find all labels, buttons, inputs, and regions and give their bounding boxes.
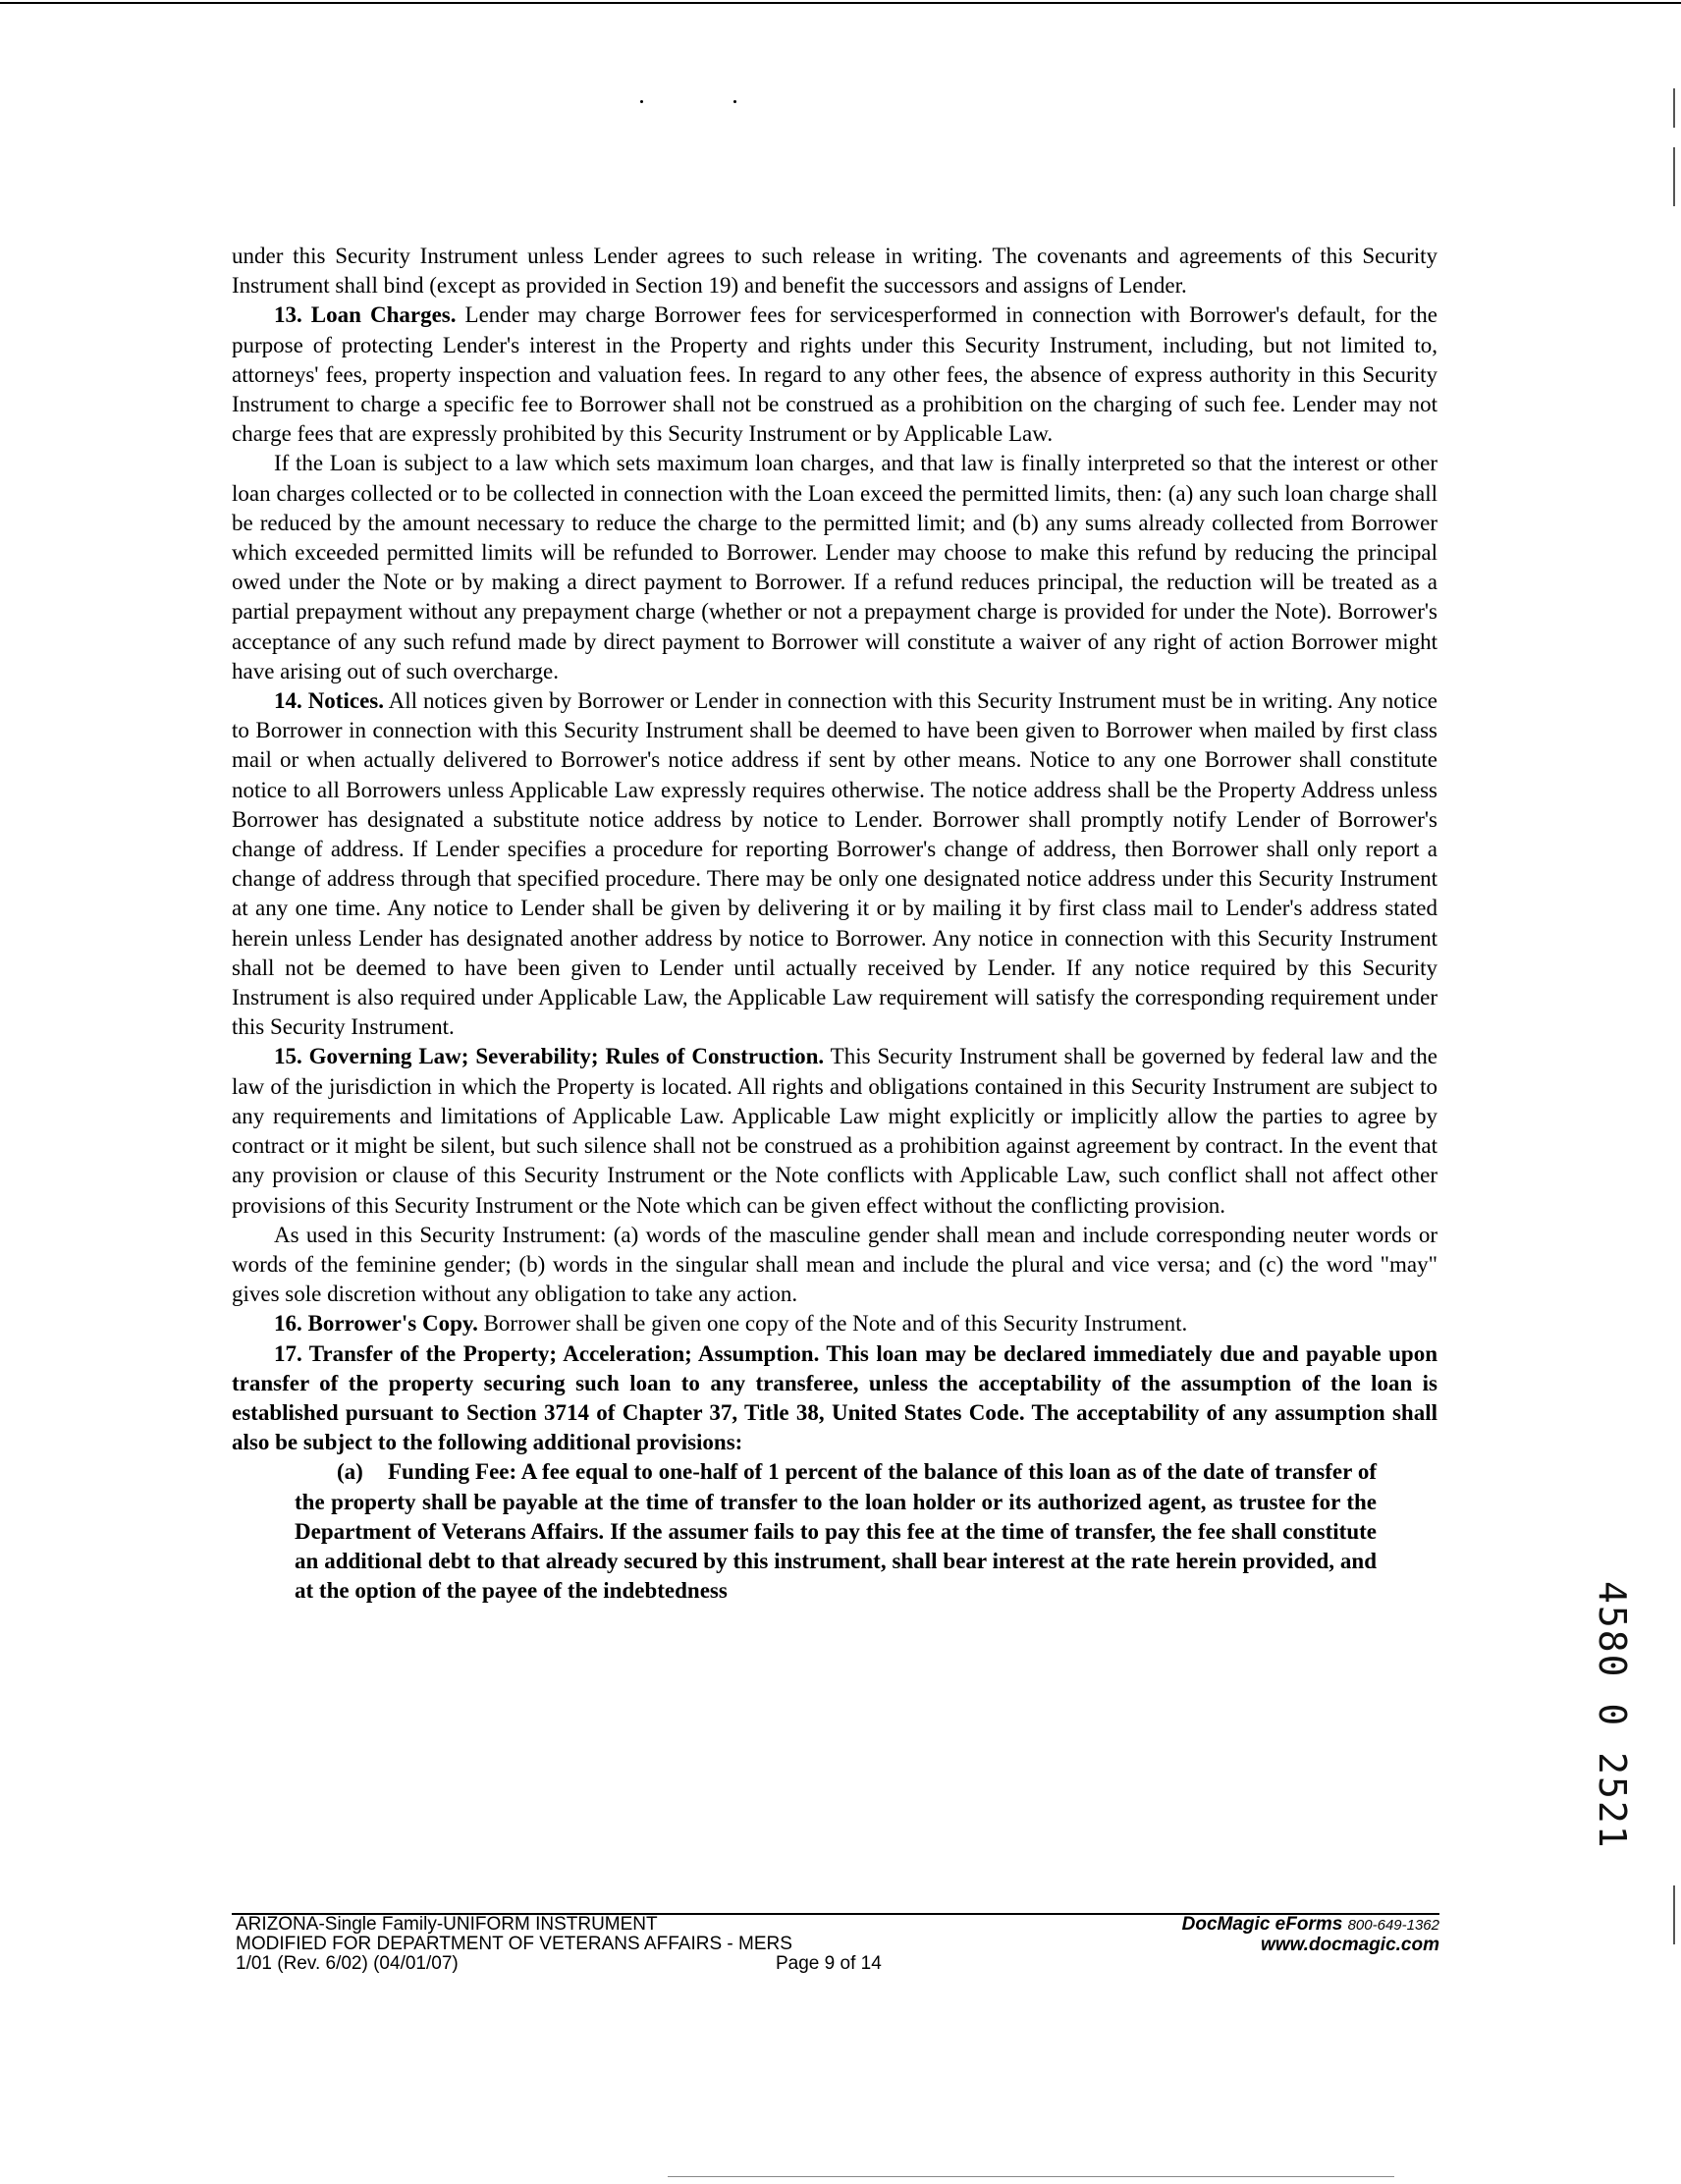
section-15-paragraph-2: As used in this Security Instrument: (a) words of the masculine gender shall mean and include corresponding neuter words or words of the feminine gender; (b) words in the singular shall mean and include the plural and vice versa; and (c) the word "may" gives sole discretion without any obligation to take any action.: [232, 1222, 1437, 1307]
footer-vendor: [1182, 1915, 1439, 1955]
document-body: [232, 242, 1437, 1606]
section-17: 17. Transfer of the Property; Acceleration; Assumption. This loan may be declared immediately due and payable upon transfer of the property securing such loan to any transferee, unless the acceptability of the assumption of the loan is established pursuant to Section 3714 of Chapter 37, Title 38, United States Code. The acceptability of any assumption shall also be subject to the following additional provisions:: [232, 1340, 1437, 1455]
section-15-text: This Security Instrument shall be governed by federal law and the law of the jurisdiction in which the Property is located. All rights and obligations contained in this Security Instrument are subject to any requirements and limitations of Applicable Law. Applicable Law might explicitly or implicitly allow the parties to agree by contract or it might be silent, but such silence shall not be construed as a prohibition against agreement by contract. In the event that any provision or clause of this Security Instrument or the Note conflicts with Applicable Law, such conflict shall not affect other provisions of this Security Instrument or the Note which can be given effect without the conflicting provision.: [232, 1044, 1437, 1218]
bottom-scan-edge: [668, 2176, 1394, 2177]
vendor-website: www.docmagic.com: [1261, 1935, 1439, 1955]
section-13: [232, 300, 1437, 449]
vendor-brand: DocMagic eForms: [1181, 1914, 1343, 1935]
section-14-text: All notices given by Borrower or Lender in connection with this Security Instrument must be in writing. Any notice to Borrower in connection with this Security Instrument shall be deemed to have been given to Borrower when mailed by first class mail or when actually delivered to Borrower's notice address if sent by other means. Notice to any one Borrower shall constitute notice to all Borrowers unless Applicable Law expressly requires otherwise. The notice address shall be the Property Address unless Borrower has designated a substitute notice address by notice to Lender. Borrower shall promptly notify Lender of Borrower's change of address. If Lender specifies a procedure for reporting Borrower's change of address, then Borrower shall only report a change of address through that specified procedure. There may be only one designated notice address under this Security Instrument at any one time. Any notice to Lender shall be given by delivering it or by mailing it by first class mail to Lender's address stated herein unless Lender has designated another address by notice to Borrower. Any notice in connection with this Security Instrument shall not be deemed to have been given to Lender until actually received by Lender. If any notice required by this Security Instrument is also required under Applicable Law, the Applicable Law requirement will satisfy the corresponding requirement under this Security Instrument.: [232, 688, 1438, 1040]
section-16-heading: 16. Borrower's Copy.: [274, 1311, 478, 1337]
footer-line-1: ARIZONA-Single Family-UNIFORM INSTRUMENT: [236, 1914, 658, 1935]
section-13-heading: 13. Loan Charges.: [274, 302, 457, 328]
top-scan-edge: [0, 2, 1681, 4]
section-17a-text: Funding Fee: A fee equal to one-half of 1 percent of the balance of this loan as of the date of transfer of the property shall be payable at the time of transfer to the loan holder or its authorized agent, as trustee for the Department of Veterans Affairs. If the assumer fails to pay this fee at the time of transfer, the fee shall constitute an additional debt to that already secured by this instrument, shall bear interest at the rate herein provided, and at the option of the payee of the indebtedness: [295, 1459, 1377, 1604]
section-15-heading: 15. Governing Law; Severability; Rules of Construction.: [274, 1044, 825, 1069]
section-17a: [232, 1457, 1437, 1606]
section-16: [232, 1309, 1437, 1338]
document-number-stamp: [1589, 1581, 1636, 1850]
footer-line-2: MODIFIED FOR DEPARTMENT OF VETERANS AFFAIRS - MERS: [236, 1934, 792, 1954]
vendor-line: [1182, 1915, 1439, 1936]
section-15: [232, 1042, 1437, 1220]
scan-edge-mark: [1673, 1885, 1675, 1944]
section-13-text: Lender may charge Borrower fees for servicesperformed in connection with Borrower's default, for the purpose of protecting Lender's interest in the Property and rights under this Security Instrument, including, but not limited to, attorneys' fees, property inspection and valuation fees. In regard to any other fees, the absence of express authority in this Security Instrument to charge a specific fee to Borrower shall not be construed as a prohibition on the charging of such fee. Lender may not charge fees that are expressly prohibited by this Security Instrument or by Applicable Law.: [232, 302, 1437, 447]
section-13-paragraph-2: If the Loan is subject to a law which sets maximum loan charges, and that law is finally interpreted so that the interest or other loan charges collected or to be collected in connection with the Loan exceed the permitted limits, then: (a) any such loan charge shall be reduced by the amount necessary to reduce the charge to the permitted limit; and (b) any sums already collected from Borrower which exceeded permitted limits will be refunded to Borrower. Lender may choose to make this refund by reducing the principal owed under the Note or by making a direct payment to Borrower. If a refund reduces principal, the reduction will be treated as a partial prepayment without any prepayment charge (whether or not a prepayment charge is provided for under the Note). Borrower's acceptance of any such refund made by direct payment to Borrower will constitute a waiver of any right of action Borrower might have arising out of such overcharge.: [232, 451, 1437, 683]
scan-artifact: [640, 100, 643, 103]
page-number: Page 9 of 14: [776, 1953, 882, 1974]
section-14: [232, 686, 1437, 1042]
section-16-text: Borrower shall be given one copy of the Note and of this Security Instrument.: [477, 1311, 1188, 1337]
scan-artifact: [733, 100, 736, 103]
vendor-phone: 800-649-1362: [1347, 1917, 1439, 1934]
stamp-text: 4580 0 2521: [1591, 1581, 1634, 1850]
section-14-heading: 14. Notices.: [274, 688, 384, 714]
footer-form-info: [236, 1915, 792, 1974]
scan-edge-mark: [1673, 88, 1675, 128]
footer-line-3: 1/01 (Rev. 6/02) (04/01/07): [236, 1953, 459, 1974]
paragraph-continuation: under this Security Instrument unless Lender agrees to such release in writing. The covenants and agreements of this Security Instrument shall bind (except as provided in Section 19) and benefit the successors and assigns of Lender.: [232, 244, 1437, 299]
section-17a-label: (a): [337, 1459, 363, 1485]
scan-edge-mark: [1673, 147, 1675, 206]
